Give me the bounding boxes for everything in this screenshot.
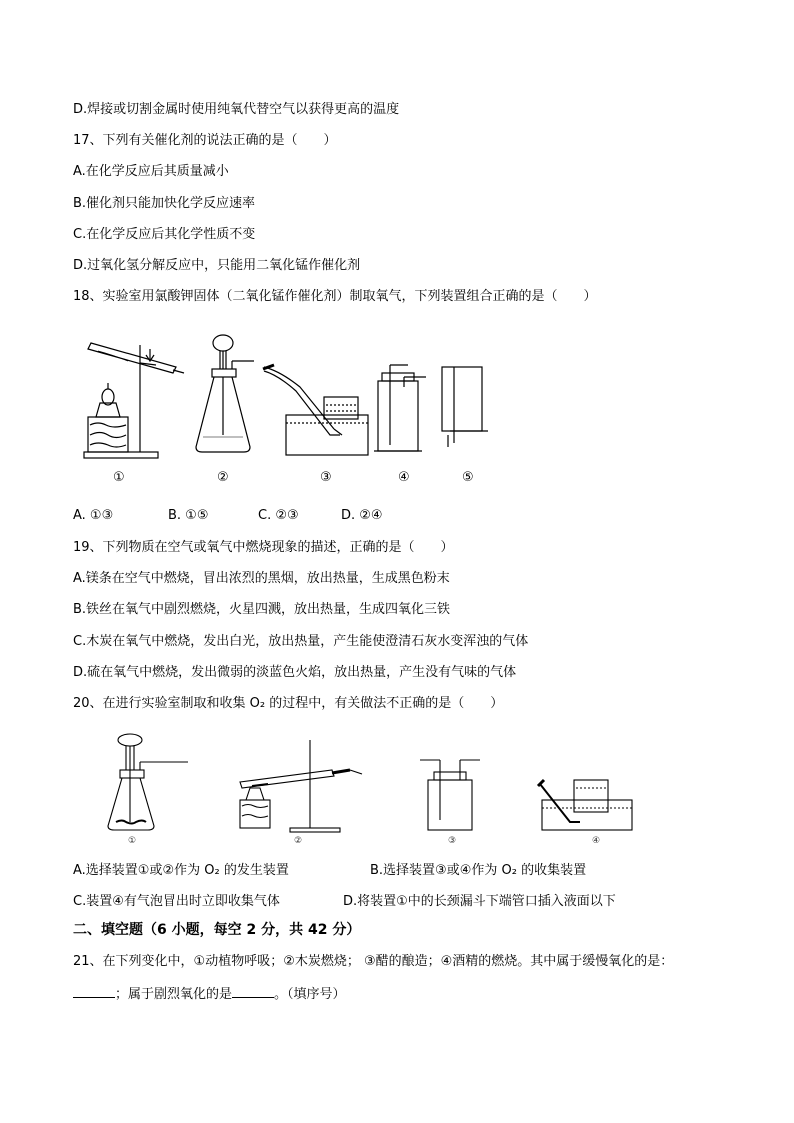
q18-label-2: ② — [217, 470, 229, 485]
q18-label-4: ④ — [398, 470, 410, 485]
q18-option-c: C. ②③ — [258, 508, 299, 523]
q20-label-4: ④ — [592, 836, 601, 846]
q21-line-1: 21、在下列变化中，①动植物呼吸；②木炭燃烧； ③醋的酿造；④酒精的燃烧。其中属于缓慢氧化的是： — [73, 954, 674, 969]
q18-label-1: ① — [113, 470, 125, 485]
q18-option-a: A. ①③ — [73, 508, 114, 523]
apparatus-4-water-trough — [538, 780, 632, 830]
q19-option-b: B.铁丝在氧气中剧烈燃烧，火星四溅，放出热量，生成四氧化三铁 — [73, 602, 451, 617]
q21-mid-text: ；属于剧烈氧化的是 — [115, 987, 233, 1002]
q20-label-3: ③ — [448, 836, 457, 846]
q20-stem: 20、在进行实验室制取和收集 O₂ 的过程中，有关做法不正确的是（ ） — [73, 696, 504, 711]
q18-label-3: ③ — [320, 470, 332, 485]
q17-option-d: D.过氧化氢分解反应中，只能用二氧化锰作催化剂 — [73, 258, 361, 273]
q17-option-a: A.在化学反应后其质量减小 — [73, 164, 229, 179]
q19-option-d: D.硫在氧气中燃烧，发出微弱的淡蓝色火焰，放出热量，产生没有气味的气体 — [73, 665, 517, 680]
q18-option-d: D. ②④ — [341, 508, 383, 523]
q21-blank-2[interactable] — [232, 984, 274, 998]
q21-end-text: 。（填序号） — [274, 987, 346, 1002]
section-2-heading: 二、填空题（6 小题，每空 2 分，共 42 分） — [73, 922, 361, 938]
q20-option-a: A.选择装置①或②作为 O₂ 的发生装置 — [73, 863, 289, 878]
q18-label-5: ⑤ — [462, 470, 474, 485]
q19-stem: 19、下列物质在空气或氧气中燃烧现象的描述，正确的是（ ） — [73, 540, 454, 555]
apparatus-4-gas-collecting-bottle — [374, 365, 426, 451]
q20-option-c: C.装置④有气泡冒出时立即收集气体 — [73, 894, 280, 909]
apparatus-3-gas-bottle — [420, 760, 480, 830]
q21-line-2 — [73, 984, 346, 1004]
q17-option-c: C.在化学反应后其化学性质不变 — [73, 227, 256, 242]
apparatus-3-water-trough — [263, 365, 368, 455]
q19-option-c: C.木炭在氧气中燃烧，发出白光，放出热量，产生能使澄清石灰水变浑浊的气体 — [73, 634, 529, 649]
apparatus-5-inverted-bottle — [442, 367, 488, 447]
q17-stem: 17、下列有关催化剂的说法正确的是（ ） — [73, 133, 337, 148]
apparatus-2-heating-setup — [240, 740, 362, 832]
q20-option-b: B.选择装置③或④作为 O₂ 的收集装置 — [370, 863, 587, 878]
apparatus-1-flask-with-funnel — [108, 734, 188, 830]
q21-blank-1[interactable] — [73, 984, 115, 998]
apparatus-1-test-tube-heating — [84, 343, 184, 458]
q18-stem: 18、实验室用氯酸钾固体（二氧化锰作催化剂）制取氧气，下列装置组合正确的是（ ） — [73, 289, 597, 304]
q17-option-b: B.催化剂只能加快化学反应速率 — [73, 196, 256, 211]
q20-option-d: D.将装置①中的长颈漏斗下端管口插入液面以下 — [343, 894, 616, 909]
q19-option-a: A.镁条在空气中燃烧，冒出浓烈的黑烟，放出热量，生成黑色粉末 — [73, 571, 450, 586]
q18-option-b: B. ①⑤ — [168, 508, 209, 523]
q20-label-1: ① — [128, 836, 137, 846]
apparatus-2-conical-flask — [196, 335, 254, 452]
q18-apparatus-figure — [78, 325, 498, 465]
q16-option-d: D.焊接或切割金属时使用纯氧代替空气以获得更高的温度 — [73, 102, 400, 117]
q20-label-2: ② — [294, 836, 303, 846]
q20-apparatus-figure — [100, 730, 640, 840]
